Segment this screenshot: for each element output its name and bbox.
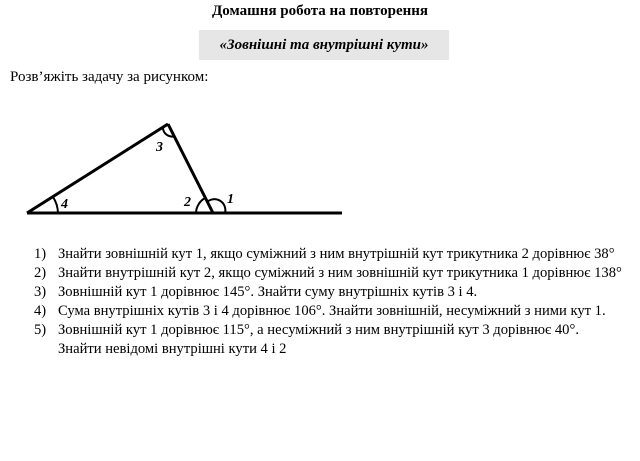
task-text: Сума внутрішніх кутів 3 і 4 дорівнює 106°. Знайти зовнішній, несуміжний з ними кут 1. [58, 303, 606, 319]
task-text: Знайти зовнішній кут 1, якщо суміжний з ним внутрішній кут трикутника 2 дорівнює 38° [58, 246, 615, 262]
task-number: 4) [34, 303, 47, 319]
task-item [34, 264, 624, 283]
document-subtitle: «Зовнішні та внутрішні кути» [219, 37, 429, 53]
angle-label-4: 4 [61, 197, 68, 212]
task-text: Зовнішній кут 1 дорівнює 115°, а несуміжний з ним внутрішній кут 3 дорівнює 40°. Знайти невідомі внутрішні кути 4 і 2 [58, 322, 579, 357]
angle-arc-4 [53, 197, 58, 213]
task-item [34, 302, 624, 321]
angle-arc-2 [196, 198, 205, 213]
task-number: 3) [34, 284, 47, 300]
task-item [34, 245, 624, 264]
task-text: Зовнішній кут 1 дорівнює 145°. Знайти суму внутрішніх кутів 3 і 4. [58, 284, 478, 300]
task-number: 2) [34, 265, 47, 281]
triangle-side-left [27, 124, 168, 213]
task-item [34, 283, 624, 302]
task-list [34, 245, 624, 359]
angle-label-1: 1 [227, 192, 234, 207]
task-item [34, 321, 624, 359]
task-number: 5) [34, 322, 47, 338]
angle-label-3: 3 [156, 140, 163, 155]
task-instruction: Розв’яжіть задачу за рисунком: [10, 69, 209, 85]
task-number: 1) [34, 246, 47, 262]
angle-label-2: 2 [184, 195, 191, 210]
task-text: Знайти внутрішній кут 2, якщо суміжний з ним зовнішній кут трикутника 1 дорівнює 138° [58, 265, 622, 281]
document-title: Домашня робота на повторення [211, 3, 429, 19]
